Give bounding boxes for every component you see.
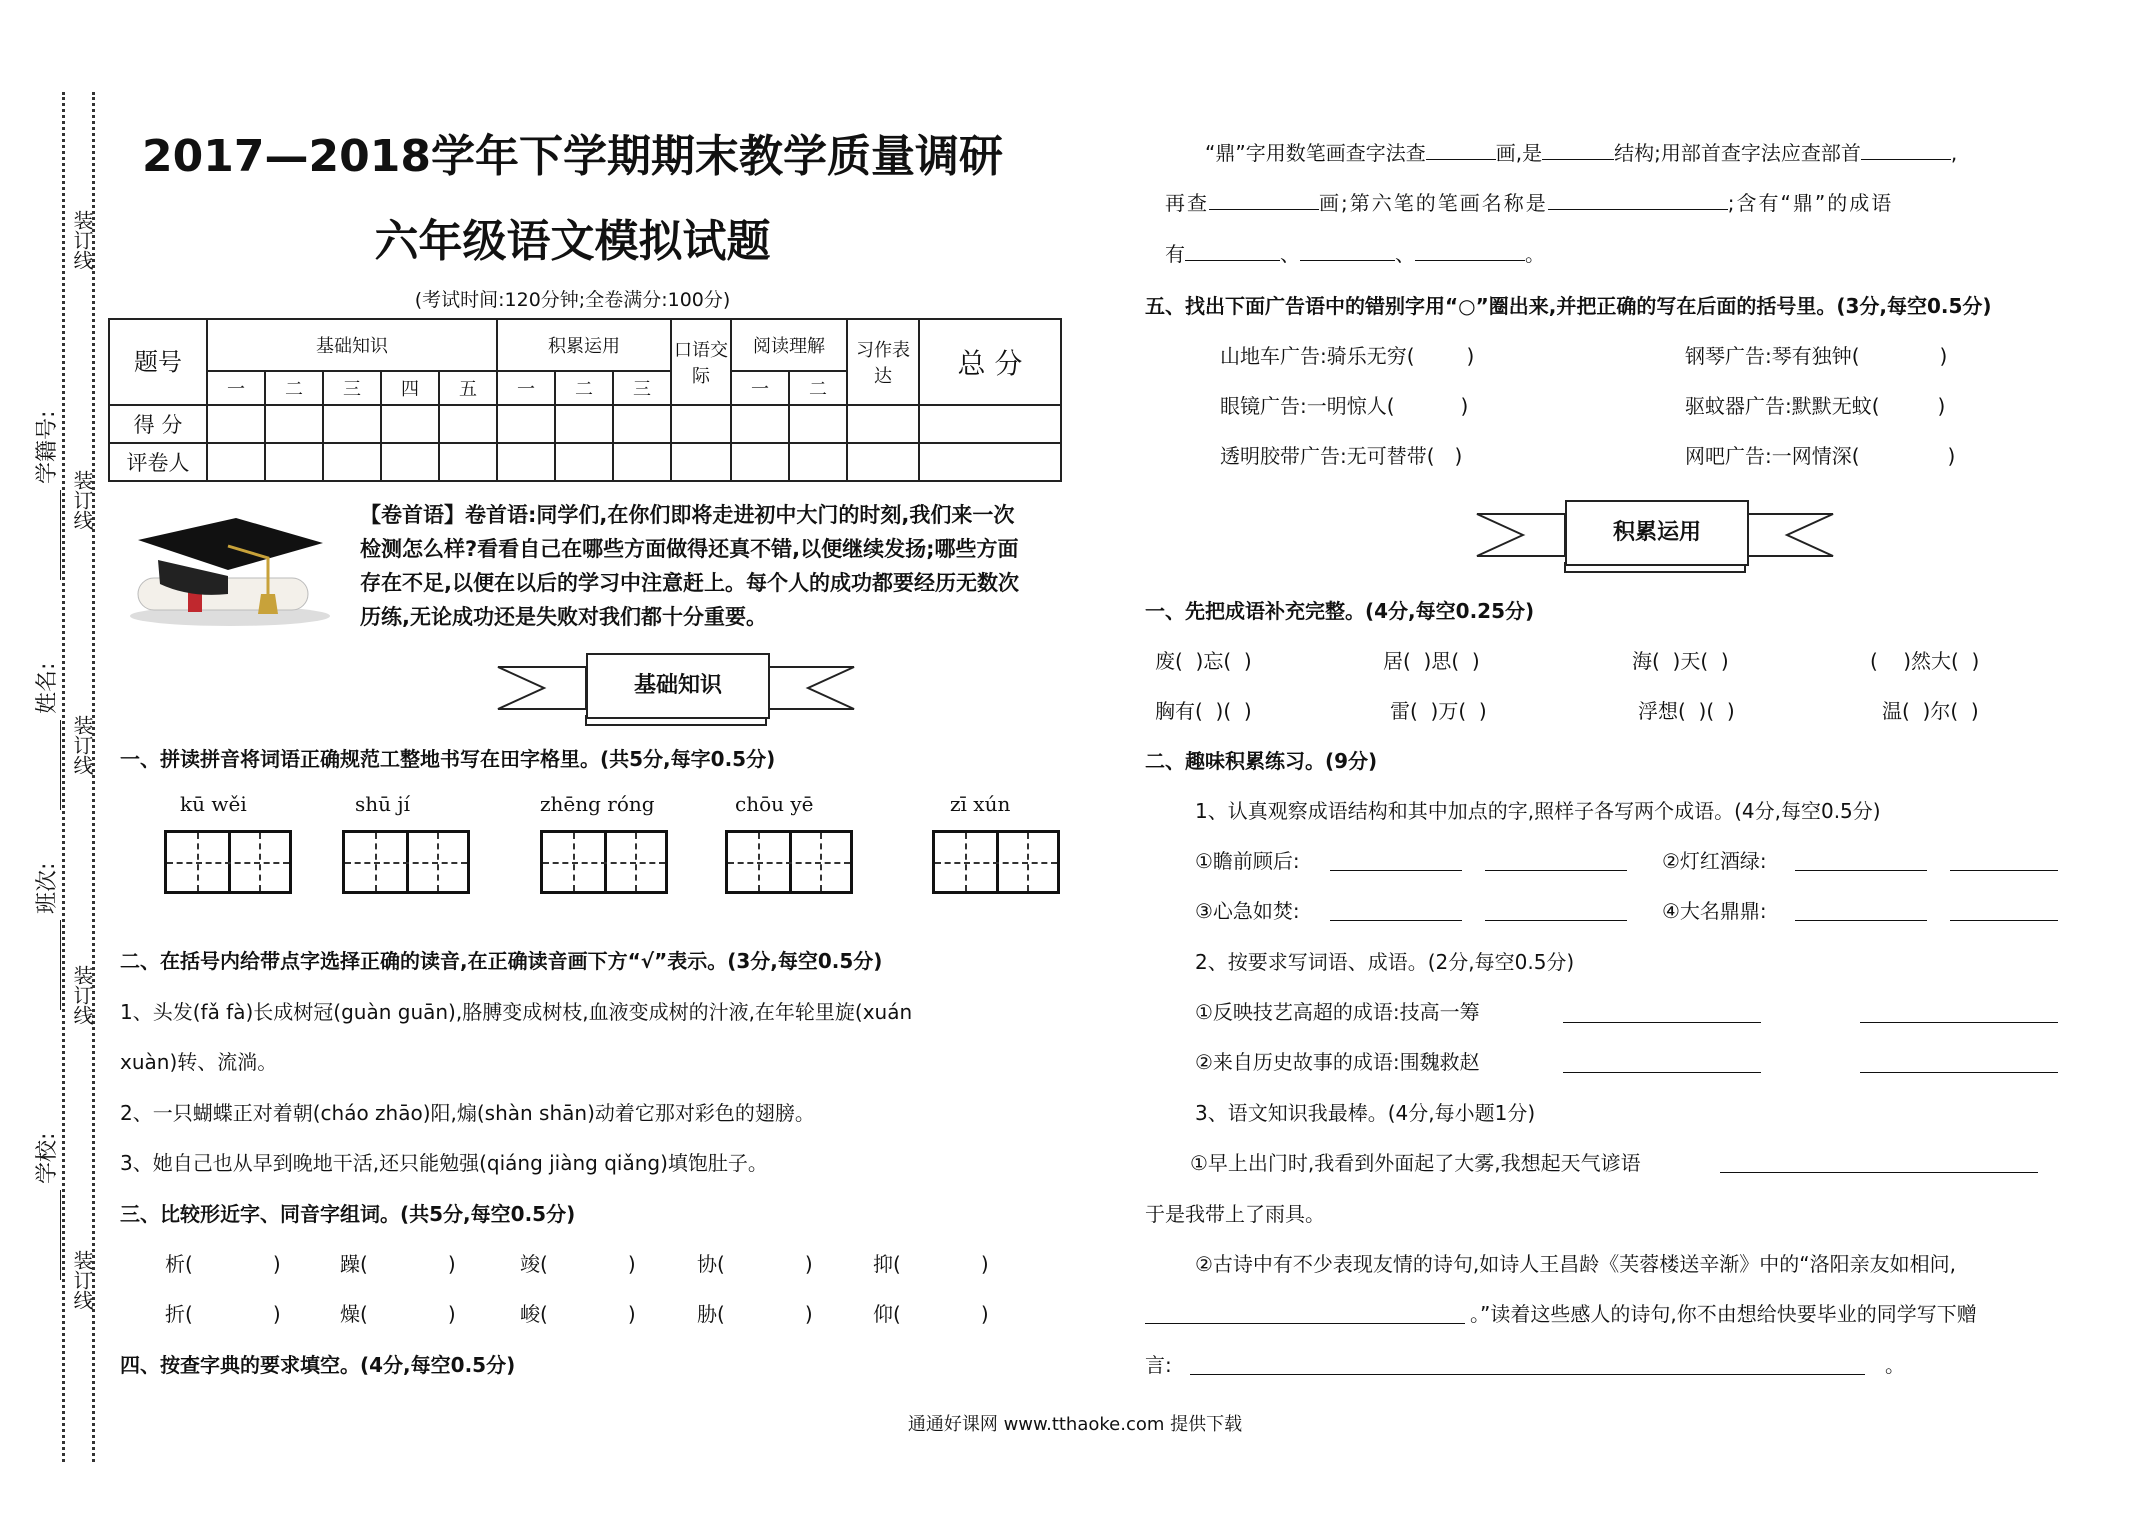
question-3: 三、比较形近字、同音字组词。(共5分,每空0.5分) <box>120 1202 576 1226</box>
grader-input[interactable] <box>439 443 497 481</box>
word-pair-item: 析( ) <box>165 1252 281 1276</box>
answer-blank[interactable] <box>1209 209 1319 210</box>
dict-line-1: “鼎”字用数笔画查字法查 画,是 结构;用部首查字法应查部首 , <box>1205 141 1958 165</box>
banner-label: 基础知识 <box>586 653 770 719</box>
answer-blank[interactable] <box>1950 920 2058 921</box>
score-input[interactable] <box>613 405 671 443</box>
page-subtitle: 六年级语文模拟试题 <box>374 216 771 267</box>
grader-input[interactable] <box>555 443 613 481</box>
score-input[interactable] <box>731 405 789 443</box>
footer-credit: 通通好课网 www.tthaoke.com 提供下载 <box>907 1414 1243 1435</box>
score-input[interactable] <box>265 405 323 443</box>
question-1: 一、拼读拼音将词语正确规范工整地书写在田字格里。(共5分,每字0.5分) <box>120 747 776 771</box>
pinyin-1: kū wěi <box>180 792 247 816</box>
page-title: 2017—2018学年下学期期末教学质量调研 <box>142 131 1003 182</box>
score-input[interactable] <box>381 405 439 443</box>
answer-blank[interactable] <box>1795 920 1927 921</box>
student-id-field[interactable]: 学籍号: <box>30 411 61 580</box>
answer-blank[interactable] <box>1563 1022 1761 1023</box>
sub-cell: 五 <box>439 371 497 405</box>
idiom-item: 浮想( )( ) <box>1638 699 1735 723</box>
class-field[interactable]: 班次: <box>30 863 61 1010</box>
question-2-1b: xuàn)转、流淌。 <box>120 1050 278 1074</box>
knowledge-item-1b: 于是我带上了雨具。 <box>1145 1202 1325 1226</box>
sealing-line-text: 装订线 <box>70 470 94 530</box>
score-input[interactable] <box>919 405 1061 443</box>
question-2-1a: 1、头发(fǎ fà)长成树冠(guàn guān),胳膊变成树枝,血液变成树的汁液,在年轮里旋(xuán <box>120 1000 913 1024</box>
word-pair-item: 峻( ) <box>520 1302 636 1326</box>
ad-item: 网吧广告:一网情深( ) <box>1685 444 1956 468</box>
row-score-label: 得 分 <box>109 405 207 443</box>
question-2-2: 2、一只蝴蝶正对着朝(cháo zhāo)阳,煽(shàn shān)动着它那对彩色的翅膀。 <box>120 1101 815 1125</box>
knowledge-item-2d: 。 <box>1885 1353 1905 1377</box>
question-2-3: 3、她自己也从早到晚地干活,还只能勉强(qiáng jiàng qiǎng)填饱肚子。 <box>120 1151 768 1175</box>
sub-cell: 三 <box>613 371 671 405</box>
word-pair-item: 胁( ) <box>697 1302 813 1326</box>
idiom-item: 居( )思( ) <box>1383 649 1480 673</box>
question-4: 四、按查字典的要求填空。(4分,每空0.5分) <box>120 1353 516 1377</box>
accum-question-2-1: 1、认真观察成语结构和其中加点的字,照样子各写两个成语。(4分,每空0.5分) <box>1195 799 1881 823</box>
answer-blank[interactable] <box>1485 870 1627 871</box>
intro-paragraph <box>360 498 1035 634</box>
section-banner-basic <box>496 645 856 731</box>
score-input[interactable] <box>439 405 497 443</box>
row-grader-label: 评卷人 <box>109 443 207 481</box>
answer-blank[interactable] <box>1548 209 1728 210</box>
grader-input[interactable] <box>789 443 847 481</box>
answer-blank[interactable] <box>1542 159 1614 160</box>
accum-question-1: 一、先把成语补充完整。(4分,每空0.25分) <box>1145 599 1535 623</box>
grader-input[interactable] <box>613 443 671 481</box>
score-input[interactable] <box>789 405 847 443</box>
ad-item: 眼镜广告:一明惊人( ) <box>1220 394 1469 418</box>
question-5: 五、找出下面广告语中的错别字用“○”圈出来,并把正确的写在后面的括号里。(3分,每空0.5分) <box>1145 294 1992 318</box>
ad-item: 透明胶带广告:无可替带( ) <box>1220 444 1463 468</box>
word-pair-item: 抑( ) <box>873 1252 989 1276</box>
grader-input[interactable] <box>919 443 1061 481</box>
answer-blank[interactable] <box>1563 1072 1761 1073</box>
ad-item: 钢琴广告:琴有独钟( ) <box>1685 344 1948 368</box>
idiom-item: 温( )尔( ) <box>1882 699 1979 723</box>
sub-cell: 一 <box>497 371 555 405</box>
answer-blank[interactable] <box>1185 260 1280 261</box>
dict-line-3: 有 、 、 。 <box>1165 242 1545 266</box>
score-input[interactable] <box>671 405 731 443</box>
score-input[interactable] <box>847 405 919 443</box>
idiom-item: ( )然大( ) <box>1870 649 1980 673</box>
answer-blank[interactable] <box>1861 159 1951 160</box>
knowledge-item-2b: 。”读着这些感人的诗句,你不由想给快要毕业的同学写下赠 <box>1470 1302 1977 1326</box>
grader-input[interactable] <box>381 443 439 481</box>
answer-blank[interactable] <box>1950 870 2058 871</box>
grader-input[interactable] <box>731 443 789 481</box>
answer-blank[interactable] <box>1190 1374 1865 1375</box>
tianzige-box[interactable] <box>540 830 668 894</box>
school-field[interactable]: 学校: <box>30 1133 61 1280</box>
ad-item: 山地车广告:骑乐无穷( ) <box>1220 344 1475 368</box>
sub-cell: 一 <box>731 371 789 405</box>
idiom-item: 雷( )万( ) <box>1390 699 1487 723</box>
word-requirement: ①反映技艺高超的成语:技高一筹 <box>1195 1000 1480 1024</box>
answer-blank[interactable] <box>1795 870 1927 871</box>
answer-blank[interactable] <box>1426 159 1496 160</box>
knowledge-item-2c: 言: <box>1145 1353 1172 1377</box>
accum-question-2-3: 3、语文知识我最棒。(4分,每小题1分) <box>1195 1101 1536 1125</box>
idiom-example: ③心急如焚: <box>1195 899 1300 923</box>
sealing-line-text: 装订线 <box>70 210 94 270</box>
sub-cell: 四 <box>381 371 439 405</box>
grader-input[interactable] <box>847 443 919 481</box>
accum-question-2-2: 2、按要求写词语、成语。(2分,每空0.5分) <box>1195 950 1575 974</box>
answer-blank[interactable] <box>1300 260 1395 261</box>
idiom-example: ①瞻前顾后: <box>1195 849 1300 873</box>
banner-label: 积累运用 <box>1565 500 1749 566</box>
grader-input[interactable] <box>207 443 265 481</box>
dict-line-2: 再查 画;第六笔的笔画名称是 ;含有“鼎”的成语 <box>1165 191 1894 215</box>
ad-item: 驱蚊器广告:默默无蚊( ) <box>1685 394 1946 418</box>
score-input[interactable] <box>555 405 613 443</box>
word-pair-item: 协( ) <box>697 1252 813 1276</box>
pinyin-3: zhēng róng <box>540 792 655 816</box>
word-pair-item: 躁( ) <box>340 1252 456 1276</box>
group-accum: 积累运用 <box>497 319 671 371</box>
sub-cell: 二 <box>789 371 847 405</box>
word-pair-item: 燥( ) <box>340 1302 456 1326</box>
group-read: 阅读理解 <box>731 319 847 371</box>
word-pair-item: 仰( ) <box>873 1302 989 1326</box>
tianzige-box[interactable] <box>932 830 1060 894</box>
grader-input[interactable] <box>497 443 555 481</box>
tianzige-box[interactable] <box>342 830 470 894</box>
idiom-item: 海( )天( ) <box>1632 649 1729 673</box>
word-pair-item: 竣( ) <box>520 1252 636 1276</box>
pinyin-2: shū jí <box>355 792 410 816</box>
pinyin-5: zī xún <box>950 792 1011 816</box>
answer-blank[interactable] <box>1860 1022 2058 1023</box>
word-requirement: ②来自历史故事的成语:围魏救赵 <box>1195 1050 1480 1074</box>
group-basic: 基础知识 <box>207 319 497 371</box>
accum-question-2: 二、趣味积累练习。(9分) <box>1145 749 1378 773</box>
sub-cell: 三 <box>323 371 381 405</box>
score-input[interactable] <box>207 405 265 443</box>
tianzige-box[interactable] <box>164 830 292 894</box>
score-input[interactable] <box>497 405 555 443</box>
answer-blank[interactable] <box>1415 260 1525 261</box>
sub-cell: 一 <box>207 371 265 405</box>
answer-blank[interactable] <box>1720 1172 2038 1173</box>
answer-blank[interactable] <box>1485 920 1627 921</box>
question-2: 二、在括号内给带点字选择正确的读音,在正确读音画下方“√”表示。(3分,每空0.5分) <box>120 949 883 973</box>
pinyin-4: chōu yē <box>735 792 814 816</box>
sub-cell: 二 <box>555 371 613 405</box>
intro-text: 卷首语:同学们,在你们即将走进初中大门的时刻,我们来一次检测怎么样?看看自己在哪些方面做得还真不错,以便继续发扬;哪些方面存在不足,以便在以后的学习中注意赶上。每个人的成功都要经历无数次历练,无论成功还是失败对我们都十分重要。 <box>360 503 1019 629</box>
grader-input[interactable] <box>323 443 381 481</box>
intro-label: 【卷首语】 <box>360 503 465 527</box>
idiom-item: 胸有( )( ) <box>1155 699 1252 723</box>
answer-blank[interactable] <box>1860 1072 2058 1073</box>
score-input[interactable] <box>323 405 381 443</box>
answer-blank[interactable] <box>1330 920 1462 921</box>
idiom-example: ④大名鼎鼎: <box>1662 899 1767 923</box>
word-pair-item: 折( ) <box>165 1302 281 1326</box>
group-total: 总 分 <box>919 319 1061 405</box>
idiom-example: ②灯红酒绿: <box>1662 849 1767 873</box>
sub-cell: 二 <box>265 371 323 405</box>
sealing-line-text: 装订线 <box>70 1250 94 1310</box>
answer-blank[interactable] <box>1330 870 1462 871</box>
tianzige-box[interactable] <box>725 830 853 894</box>
sealing-line-text: 装订线 <box>70 965 94 1025</box>
grader-input[interactable] <box>265 443 323 481</box>
tihao-cell: 题号 <box>109 319 207 405</box>
sealing-line-text: 装订线 <box>70 715 94 775</box>
score-table <box>108 318 1062 482</box>
group-writing: 习作表达 <box>847 319 919 405</box>
knowledge-item-1: ①早上出门时,我看到外面起了大雾,我想起天气谚语 <box>1190 1151 1641 1175</box>
name-field[interactable]: 姓名: <box>30 663 61 810</box>
answer-blank[interactable] <box>1145 1323 1465 1324</box>
section-banner-accum <box>1475 492 1835 578</box>
idiom-item: 废( )忘( ) <box>1155 649 1252 673</box>
grader-input[interactable] <box>671 443 731 481</box>
exam-info: (考试时间:120分钟;全卷满分:100分) <box>414 289 731 311</box>
group-oral: 口语交际 <box>671 319 731 405</box>
knowledge-item-2: ②古诗中有不少表现友情的诗句,如诗人王昌龄《芙蓉楼送辛渐》中的“洛阳亲友如相问, <box>1195 1252 1957 1276</box>
graduation-cap-icon <box>118 498 343 628</box>
